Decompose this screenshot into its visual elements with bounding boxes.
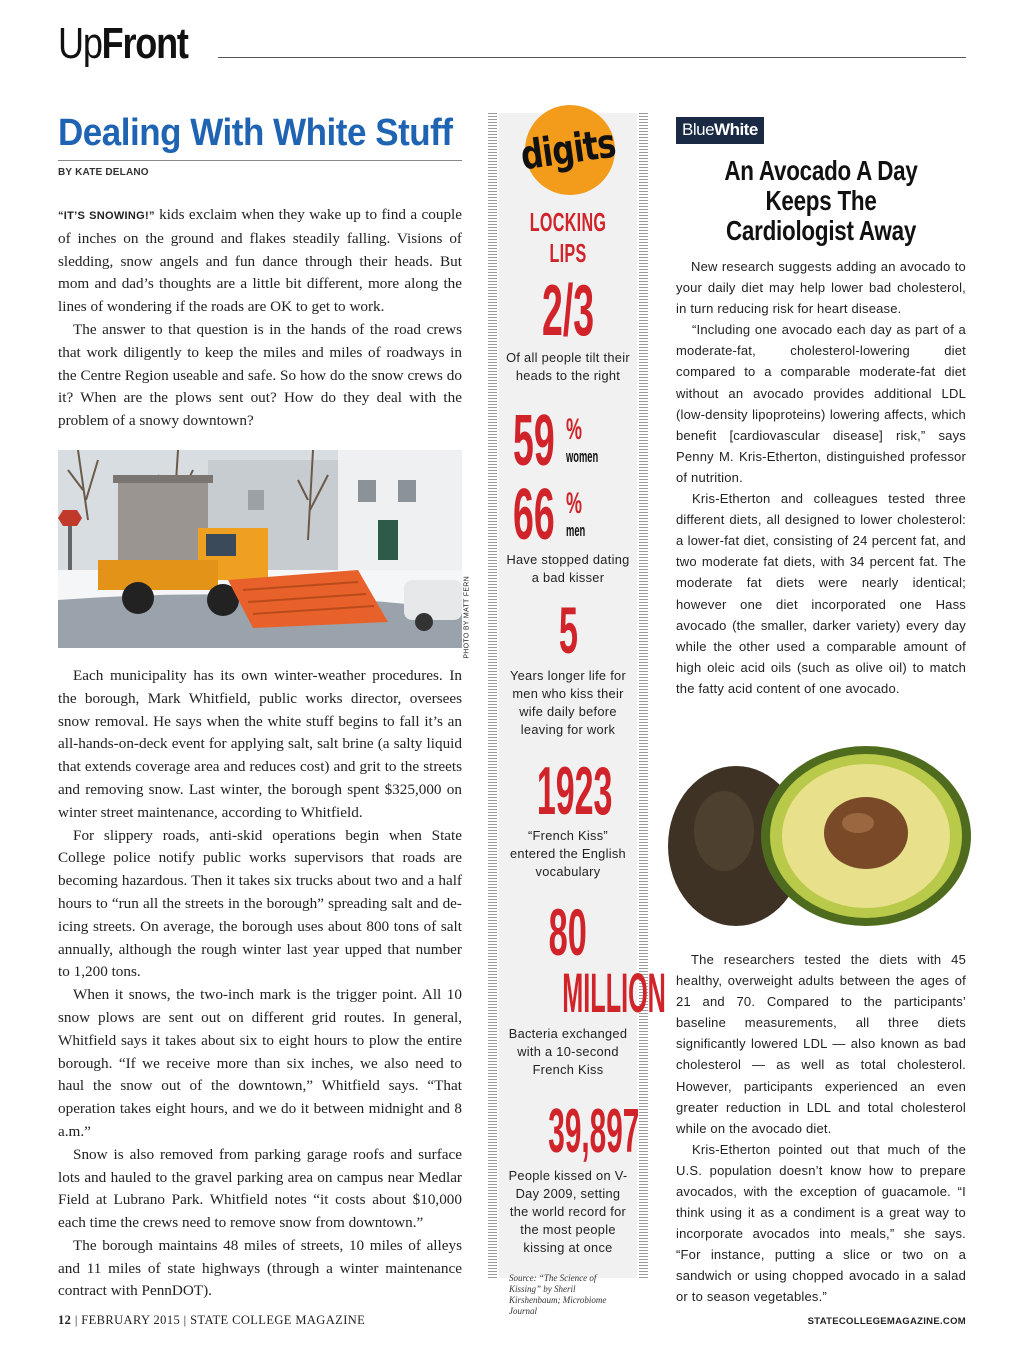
stat-number: 1923: [536, 753, 613, 829]
stat-men: [499, 475, 637, 555]
article-headline: Dealing With White Stuff: [58, 112, 453, 154]
article-body-bottom: [58, 665, 462, 1303]
section-masthead: [58, 16, 188, 72]
stat-description: Years longer life for men who kiss their wife daily before leaving for work: [509, 668, 627, 737]
stat-unit: MILLION: [562, 961, 666, 1024]
article-paragraph: [58, 204, 462, 319]
stat-description: Of all people tilt their heads to the right: [506, 350, 630, 383]
digits-border-left: [488, 113, 497, 1278]
avocado-photo: [676, 721, 966, 921]
digits-logo: [500, 113, 636, 203]
digits-heading: LOCKING LIPS: [529, 207, 607, 268]
article-lead-text: kids exclaim when they wake up to find a couple of inches on the ground and flakes steadily falling. Visions of sledding, snow angels and fun dance through their heads. But mom and dad’s thoughts are a little bit different, more along the lines of wondering if the roads are OK to get to work.: [58, 206, 462, 316]
stat-women: [499, 401, 637, 481]
article-paragraph: When it snows, the two-inch mark is the trigger point. All 10 snow plows are sent out on different grid routes. In general, Whitfield says it takes about six to eight hours to plow the entire borough. “If we receive more than six inches, we also need to haul the snow out of the downtown,” Whitfield says. “That operation takes eight hours, and we do it between midnight and 8 a.m.”: [58, 986, 462, 1140]
section-tag: [676, 117, 764, 144]
masthead-light: Up: [58, 19, 102, 68]
stat-number: 39,897: [548, 1097, 640, 1166]
sidebar-article: [676, 117, 966, 1308]
stat-number: 80: [548, 895, 588, 969]
sidebar-paragraph: “Including one avocado each day as part of a moderate-fat, cholesterol-lowering diet compared to a comparable moderate-fat diet without an avocado provides additional LDL (low-density lipoproteins) lowering affects, which benefit [cardiovascular disease] risk,” says Penny M. Kris-Etherton, distinguished professor of nutrition.: [676, 322, 966, 485]
article-paragraph: The answer to that question is in the hands of the road crews that work diligently to keep the miles and miles of roadways in the Centre Region useable and safe. So how do the snow crews do it? When are the plows sent out? How do they deal with the problem of a snowy downtown?: [58, 320, 462, 430]
footer-separator: |: [71, 1313, 82, 1327]
footer-separator: |: [180, 1313, 191, 1327]
page-number: 12: [58, 1313, 72, 1327]
tag-thin: Blue: [682, 120, 715, 139]
issue-date: FEBRUARY 2015: [81, 1313, 181, 1327]
sidebar-paragraph: Kris-Etherton and colleagues tested three different diets, all designed to lower cholesterol: a lower-fat diet, consisting of 24 percent fat, and two moderate fat diets, with 34 percent fat. The moderate fat diets were nearly identical; however one diet incorporated one Hass avocado (the smaller, darker variety) every day while the other used a comparable amount of high oleic acid oils (such as olive oil) to match the fatty acid content of one avocado.: [676, 491, 966, 696]
stat-number: 59: [513, 401, 555, 481]
sidebar-body-bottom: [676, 949, 966, 1308]
sidebar-paragraph: The researchers tested the diets with 45 healthy, overweight adults between the ages of 21 and 70. Compared to the participants’ baseline measurements, all three diets significantly lowered LDL — also known as bad cholesterol — as well as total cholesterol. However, participants experienced an even greater reduction in LDL and total cholesterol while on the avocado diet.: [676, 951, 966, 1136]
stat-number: 2/3: [541, 271, 595, 351]
article-paragraph: For slippery roads, anti-skid operations begin when State College police notify public works supervisors that roads are becoming hazardous. Then it takes six trucks about two and a half hours to “run all the streets in the borough” spreading salt and de-icing streets. On average, the borough uses about 800 tons of salt annually, although the rough winter last year upped that number to 1,200 tons.: [58, 826, 462, 981]
stat-percent-sign: %: [566, 487, 583, 520]
website-url: STATECOLLEGEMAGAZINE.COM: [807, 1316, 966, 1327]
sidebar-paragraph: New research suggests adding an avocado to your daily diet may help lower bad cholesterol, in turn reducing risk for heart disease.: [676, 259, 966, 317]
digits-sidebar: [488, 113, 666, 1316]
article-paragraph: Each municipality has its own winter-weather procedures. In the borough, Mark Whitfield, public works director, oversees snow removal. He says when the white stuff begins to fall it’s an all-hands-on-deck event for applying salt, salt brine (a salty liquid that extends coverage area and reduces cost) and grit to the streets and removing snow. Last winter, the borough spent $325,000 on winter street maintenance, according to Whitfield.: [58, 666, 462, 821]
digits-border-right: [639, 113, 648, 1278]
stat-number: 5: [558, 593, 578, 667]
stat-number: 66: [513, 475, 555, 555]
article-body-top: [58, 204, 462, 433]
avocado-illustration: [676, 721, 966, 921]
masthead-rule: [218, 57, 966, 58]
stat-description: People kissed on V-Day 2009, setting the world record for the most people kissing at once: [508, 1168, 628, 1255]
byline-rule: [58, 160, 462, 161]
stat-percent-sign: %: [566, 413, 583, 446]
article-byline: BY KATE DELANO: [58, 167, 149, 178]
article-paragraph: Snow is also removed from parking garage roofs and surface lots and hauled to the gravel parking area on campus near Medlar Field at Lubrano Park. Whitfield notes “it costs about $10,000 each time the crews need to remove snow from downtown.”: [58, 1145, 462, 1232]
stat-description: Have stopped dating a bad kisser: [506, 552, 630, 585]
magazine-name: STATE COLLEGE MAGAZINE: [190, 1313, 366, 1327]
stat-subgroup: women: [566, 447, 599, 466]
article-lead: “IT’S SNOWING!”: [58, 210, 155, 222]
snowplow-photo: [58, 450, 471, 659]
stat-description: “French Kiss” entered the English vocabulary: [510, 828, 626, 879]
digits-logo-word: digits: [517, 120, 619, 180]
sidebar-body-top: [676, 256, 966, 699]
stat-subgroup: men: [566, 521, 586, 540]
article-paragraph: The borough maintains 48 miles of streets, 10 miles of alleys and 11 miles of state highways (through a winter maintenance contract with PennDOT).: [58, 1236, 462, 1300]
masthead-bold: Front: [101, 19, 188, 68]
digits-content: [499, 113, 666, 1316]
photo-credit: PHOTO BY MATT FERN: [464, 575, 471, 659]
main-article: [58, 110, 471, 1303]
digits-source: Source: “The Science of Kissing” by Sheril Kirshenbaum; Microbiome Journal: [509, 1273, 607, 1316]
snowplow-illustration: [58, 450, 462, 648]
sidebar-paragraph: Kris-Etherton pointed out that much of the U.S. population doesn’t know how to prepare avocados, with the exception of guacamole. “I think using it as a condiment is a great way to incorporate avocados into meals,” she says. “For instance, putting a slice or two on a sandwich or using chopped avocado in a salad or to season vegetables.”: [676, 1141, 966, 1305]
stat-description: Bacteria exchanged with a 10-second French Kiss: [508, 1026, 628, 1077]
tag-bold: White: [714, 120, 758, 139]
page-footer: [58, 1313, 365, 1328]
sidebar-headline: An Avocado A Day Keeps The Cardiologist Away: [724, 155, 918, 246]
